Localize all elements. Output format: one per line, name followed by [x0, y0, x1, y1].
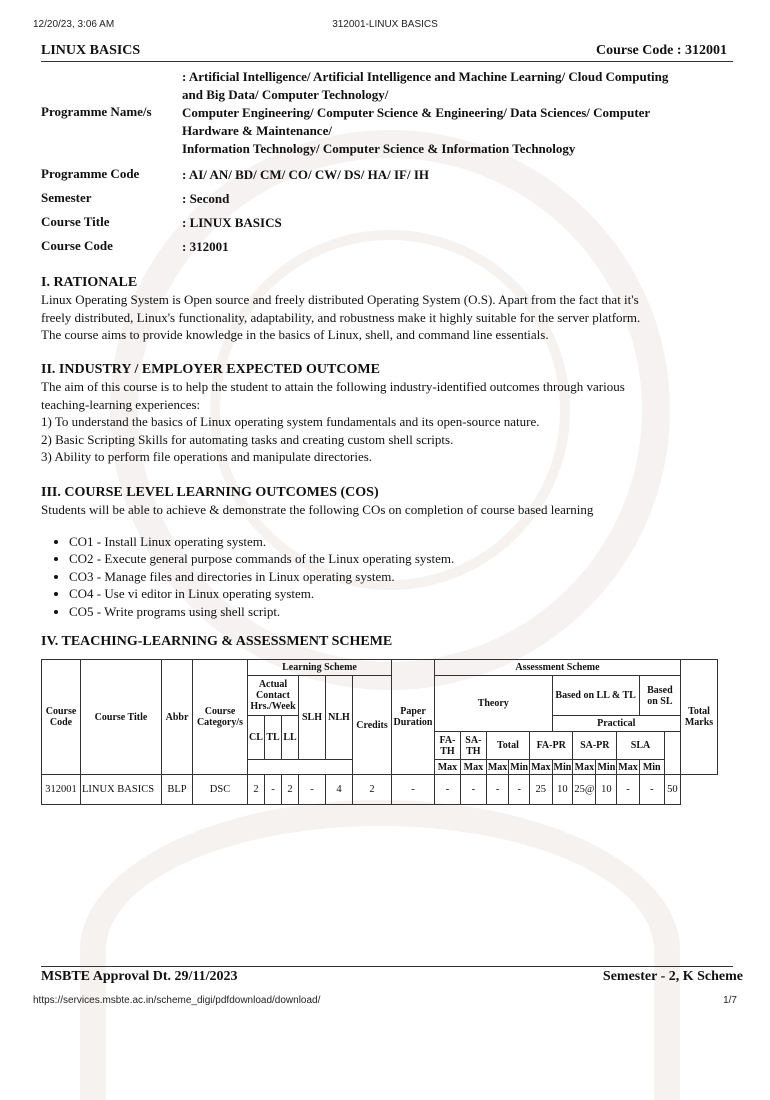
- scheme-section: [41, 634, 733, 650]
- col-paper-duration: Paper Duration: [392, 660, 435, 775]
- practical-header: Practical: [552, 716, 680, 732]
- col-sla: SLA: [617, 732, 664, 760]
- co-item: • CO1 - Install Linux operating system.: [69, 533, 733, 551]
- col-course-title: Course Title: [81, 660, 162, 775]
- course-code-value: : 312001: [182, 239, 229, 254]
- cell-paper-duration: -: [392, 775, 435, 805]
- cell-cl: 2: [248, 775, 265, 805]
- col-abbr: Abbr: [162, 660, 193, 775]
- cell-course-code: 312001: [42, 775, 81, 805]
- programme-code-label: Programme Code: [41, 166, 140, 181]
- col-nlh: NLH: [326, 676, 353, 760]
- max-label: Max: [435, 760, 461, 775]
- col-fa-pr: FA-PR: [530, 732, 573, 760]
- cell-fa-pr-min: 10: [552, 775, 573, 805]
- cell-slh: -: [299, 775, 326, 805]
- col-total-marks: Total Marks: [681, 660, 718, 775]
- header-course-name: LINUX BASICS: [41, 43, 141, 58]
- cell-tl: -: [265, 775, 282, 805]
- industry-heading: II. INDUSTRY / EMPLOYER EXPECTED OUTCOME: [41, 362, 380, 377]
- course-title-label: Course Title: [41, 214, 110, 229]
- course-code-row: [41, 238, 736, 256]
- cell-fa-th-max: -: [435, 775, 461, 805]
- based-on-sl-header: Based on SL: [639, 676, 680, 716]
- programme-code-row: [41, 166, 736, 184]
- col-cl: CL: [248, 716, 265, 760]
- rationale-line: The course aims to provide knowledge in the basics of Linux, shell, and command line essentials.: [41, 327, 549, 342]
- course-title-value: : LINUX BASICS: [182, 215, 282, 230]
- industry-line: 1) To understand the basics of Linux operating system fundamentals and its open-source nature.: [41, 414, 540, 429]
- industry-line: teaching-learning experiences:: [41, 396, 201, 412]
- min-label: Min: [597, 761, 616, 773]
- programme-name-line: Hardware & Maintenance/: [182, 123, 332, 138]
- footer-divider: [41, 966, 733, 967]
- min-label: Min: [510, 761, 529, 773]
- min-label: Min: [553, 761, 572, 773]
- co-item: • CO2 - Execute general purpose commands of the Linux operating system.: [69, 550, 733, 568]
- cell-sa-th-max: -: [460, 775, 486, 805]
- col-theory-total: Total: [486, 732, 529, 760]
- industry-line: The aim of this course is to help the student to attain the following industry-identified outcomes through various: [41, 379, 625, 394]
- programme-info: [41, 68, 736, 256]
- footer-approval-date: MSBTE Approval Dt. 29/11/2023: [41, 969, 238, 984]
- theory-header: Theory: [435, 676, 553, 732]
- course-title-row: [41, 214, 736, 232]
- blank-cell: [248, 760, 392, 775]
- col-slh: SLH: [299, 676, 326, 760]
- print-url: https://services.msbte.ac.in/scheme_digi/pdfdownload/download/: [33, 995, 321, 1006]
- header-course-code: Course Code : 312001: [595, 43, 727, 58]
- programme-name-line: Information Technology/ Computer Science & Information Technology: [182, 141, 576, 156]
- col-sa-th: SA-TH: [460, 732, 486, 760]
- col-credits: Credits: [353, 676, 392, 775]
- cos-list: [41, 533, 733, 621]
- cell-total-max: -: [486, 775, 508, 805]
- semester-row: [41, 190, 736, 208]
- col-fa-th: FA-TH: [435, 732, 461, 760]
- scheme-heading: IV. TEACHING-LEARNING & ASSESSMENT SCHEME: [41, 634, 393, 649]
- programme-name-value: [182, 68, 736, 158]
- cell-total-marks: 50: [664, 775, 680, 805]
- cell-course-title: LINUX BASICS: [81, 775, 162, 805]
- max-label: Max: [531, 761, 551, 773]
- cell-sla-min: -: [639, 775, 664, 805]
- programme-name-line: : Artificial Intelligence/ Artificial Intelligence and Machine Learning/ Cloud Computing: [182, 69, 669, 84]
- programme-name-line: Computer Engineering/ Computer Science & Engineering/ Data Sciences/ Computer: [182, 105, 651, 120]
- table-row: [42, 775, 718, 805]
- cell-ll: 2: [282, 775, 299, 805]
- cell-sa-pr-min: 10: [596, 775, 617, 805]
- co-item: • CO4 - Use vi editor in Linux operating system.: [69, 585, 733, 603]
- industry-line: 2) Basic Scripting Skills for automating tasks and creating custom shell scripts.: [41, 431, 454, 447]
- min-label: Min: [639, 760, 664, 775]
- max-label: Max: [487, 761, 508, 773]
- rationale-line: Linux Operating System is Open source and freely distributed Operating System (O.S). Apart from the fact that it's: [41, 292, 639, 307]
- actual-contact-header: Actual Contact Hrs./Week: [248, 676, 299, 716]
- based-on-ll-tl-header: Based on LL & TL: [552, 676, 639, 716]
- semester-value: : Second: [182, 191, 230, 206]
- co-item: • CO3 - Manage files and directories in Linux operating system.: [69, 568, 733, 586]
- learning-scheme-header: Learning Scheme: [248, 660, 392, 676]
- assessment-scheme-header: Assessment Scheme: [435, 660, 681, 676]
- course-code-label: Course Code: [41, 238, 113, 253]
- rationale-line: freely distributed, Linux's functionality, adaptability, and robustness make it highly suitable for the server platform.: [41, 309, 641, 325]
- col-course-code: Course Code: [42, 660, 81, 775]
- max-label: Max: [460, 760, 486, 775]
- cell-sa-pr-max: 25@: [573, 775, 596, 805]
- header-divider: [41, 61, 733, 62]
- print-doc-title: 312001-LINUX BASICS: [332, 19, 438, 30]
- cell-category: DSC: [193, 775, 248, 805]
- watermark-seal-lower: [80, 800, 680, 1100]
- cell-abbr: BLP: [162, 775, 193, 805]
- col-ll: LL: [282, 716, 299, 760]
- col-sa-pr: SA-PR: [573, 732, 617, 760]
- max-label: Max: [618, 761, 638, 773]
- programme-name-row: [41, 68, 736, 158]
- max-label: Max: [574, 761, 595, 773]
- footer-semester: Semester - 2, K Scheme: [602, 969, 743, 984]
- co-item: • CO5 - Write programs using shell script.: [69, 603, 733, 621]
- cell-fa-pr-max: 25: [530, 775, 552, 805]
- print-page-number: 1/7: [723, 995, 737, 1006]
- programme-code-value: : AI/ AN/ BD/ CM/ CO/ CW/ DS/ HA/ IF/ IH: [182, 167, 430, 182]
- semester-label: Semester: [41, 190, 92, 205]
- programme-name-line: and Big Data/ Computer Technology/: [182, 87, 389, 102]
- col-tl: TL: [265, 716, 282, 760]
- print-datetime: 12/20/23, 3:06 AM: [33, 19, 115, 30]
- cos-heading: III. COURSE LEVEL LEARNING OUTCOMES (COS): [41, 485, 379, 500]
- cell-total-min: -: [509, 775, 530, 805]
- rationale-section: [41, 275, 733, 344]
- programme-name-label: Programme Name/s: [41, 104, 152, 119]
- cos-section: [41, 485, 733, 620]
- cell-nlh: 4: [326, 775, 353, 805]
- rationale-heading: I. RATIONALE: [41, 275, 138, 290]
- cos-intro: Students will be able to achieve & demonstrate the following COs on completion of course based learning: [41, 502, 594, 517]
- cell-sla-max: -: [617, 775, 639, 805]
- scheme-table: [41, 659, 718, 805]
- cell-credits: 2: [353, 775, 392, 805]
- col-category: Course Category/s: [193, 660, 248, 775]
- industry-section: [41, 362, 733, 466]
- industry-line: 3) Ability to perform file operations and manipulate directories.: [41, 449, 373, 464]
